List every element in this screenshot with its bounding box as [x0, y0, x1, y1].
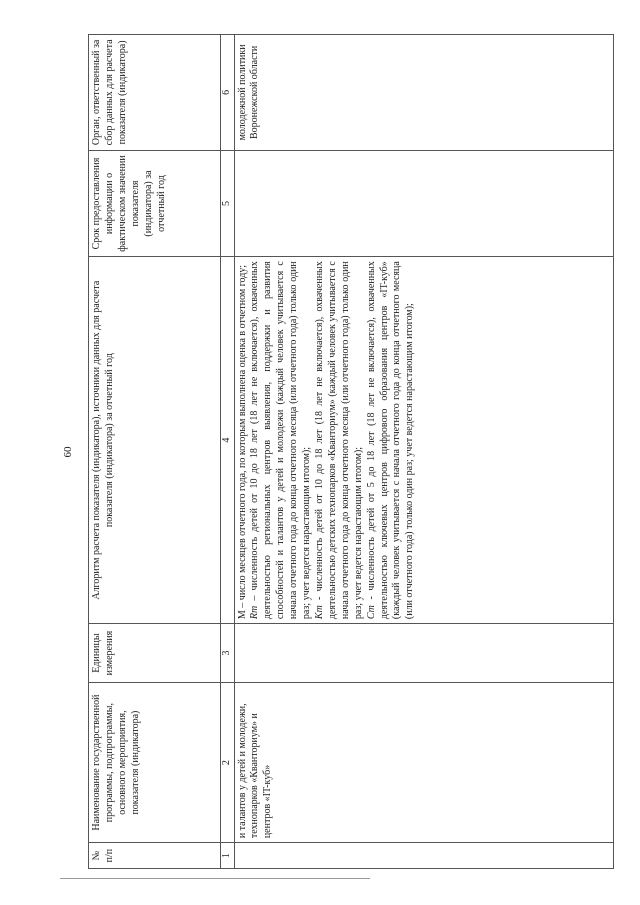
algorithm-text-rm: – численность детей от 10 до 18 лет (18 лет не включается), охваченных деятельностью региональных центров выявления, поддержки и развития способностей и талантов у детей и молодежи (каждый человек учитывается с начала отчетного года до конца отчетного месяца (или отчетного года) только один раз; учет ведется нарастающим итогом); — [249, 261, 313, 620]
rm-symbol: Rm — [249, 605, 261, 620]
footer-divider — [60, 878, 370, 879]
header-algorithm: Алгоритм расчета показателя (индикатора), источники данных для расчета показателя (индикатора) за отчетный год — [89, 257, 221, 624]
term-cell — [234, 150, 613, 256]
column-number: 6 — [220, 35, 234, 151]
algorithm-text-cm: - численность детей от 5 до 18 лет (18 лет не включается), охваченных деятельностью ключевых центров цифрового образования центров «IT-куб» (каждый человек учитывается с начала отчетного года до конца отчетного месяца (или отчетного года) только один раз; учет ведется нарастающим итогом); — [365, 261, 416, 620]
column-number-row — [220, 35, 234, 869]
column-number: 1 — [220, 843, 234, 869]
algorithm-text-km: - численность детей от 10 до 18 лет (18 лет не включается), охваченных деятельностью детских технопарков «Кванториум» (каждый человек учитывается с начала отчетного года до конца отчетного месяца (или отчетного года) только один раз; учет ведется нарастающим итогом); — [314, 261, 364, 620]
unit-cell — [234, 624, 613, 683]
cm-symbol: Cm — [365, 605, 377, 620]
rotated-table-container — [88, 34, 614, 869]
algorithm-text-m: M – число месяцев отчетного года, по которым выполнена оценка в отчетном году; — [236, 264, 248, 620]
indicator-name-cell: и талантов у детей и молодежи, технопарков «Кванториум» и центров «IT-куб» — [234, 683, 613, 843]
km-symbol: Km — [314, 605, 326, 620]
header-number: № п/п — [89, 843, 221, 869]
column-number: 3 — [220, 624, 234, 683]
header-name: Наименование государственной программы, подпрограммы, основного мероприятия, показателя (индикатора) — [89, 683, 221, 843]
table-row — [234, 35, 613, 869]
column-number: 4 — [220, 257, 234, 624]
header-term: Срок предоставления информации о фактическом значении показателя (индикатора) за отчетный год — [89, 150, 221, 256]
page-number: 60 — [62, 446, 74, 458]
row-number-cell — [234, 843, 613, 869]
header-unit: Единицы измерения — [89, 624, 221, 683]
column-number: 2 — [220, 683, 234, 843]
algorithm-cell — [234, 257, 613, 624]
table-header-row — [89, 35, 221, 869]
indicator-table — [88, 34, 614, 869]
column-number: 5 — [220, 150, 234, 256]
organ-cell: молодежной политики Воронежской области — [234, 35, 613, 151]
header-organ: Орган, ответственный за сбор данных для расчета показателя (индикатора) — [89, 35, 221, 151]
